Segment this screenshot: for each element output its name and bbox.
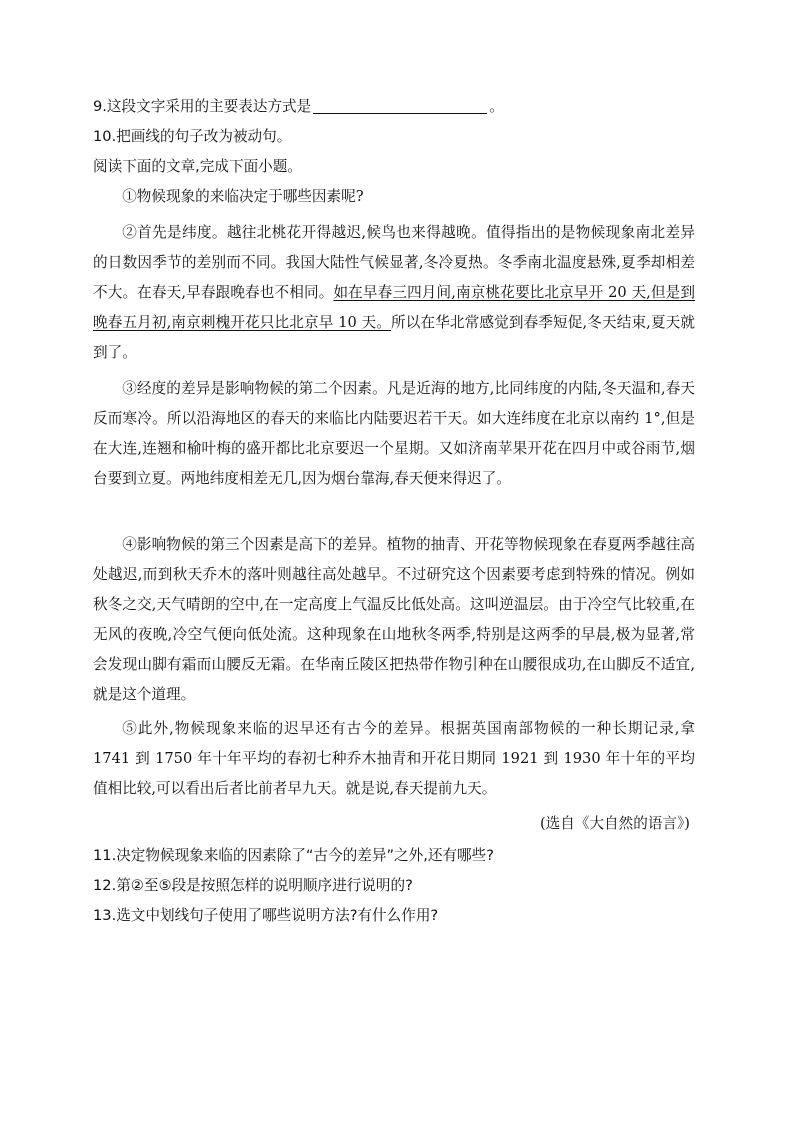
question-9	[93, 97, 504, 117]
reading-instruction: 阅读下面的文章,完成下面小题。	[93, 158, 302, 175]
article-paragraph-5: ⑤此外,物候现象来临的迟早还有古今的差异。根据英国南部物候的一种长期记录,拿 1741 到 1750 年十年平均的春初七种乔木抽青和开花日期同 1921 到 1930 年十年的平均值相比较,可以看出后者比前者早九天。就是说,春天提前九天。	[93, 720, 695, 797]
question-10: 10.把画线的句子改为被动句。	[93, 128, 292, 145]
question-9-end: 。	[489, 98, 504, 115]
question-11: 11.决定物候现象来临的因素除了“古今的差异”之外,还有哪些?	[93, 847, 494, 864]
article-source: (选自《大自然的语言》)	[539, 815, 690, 832]
underlined-sentence: 如在早春三四月间,南京桃花要比北京早开 20 天,但是到晚春五月初,南京刺槐开花只比北京早 10 天。	[93, 284, 695, 331]
article-paragraph-4: ④影响物候的第三个因素是高下的差异。植物的抽青、开花等物候现象在春夏两季越往高处越迟,而到秋天乔木的落叶则越往高处越早。不过研究这个因素要考虑到特殊的情况。例如秋冬之交,天气晴朗的空中,在一定高度上气温反比低处高。这叫逆温层。由于冷空气比较重,在无风的夜晚,冷空气便向低处流。这种现象在山地秋冬两季,特别是这两季的早晨,极为显著,常会发现山脚有霜而山腰反无霜。在华南丘陵区把热带作物引种在山腰很成功,在山脚反不适宜,就是这个道理。	[93, 536, 695, 703]
answer-blank[interactable]	[313, 99, 487, 114]
question-12: 12.第②至⑤段是按照怎样的说明顺序进行说明的?	[93, 877, 413, 894]
article-paragraph-2	[93, 218, 695, 368]
question-13: 13.选文中划线句子使用了哪些说明方法?有什么作用?	[93, 907, 439, 924]
article-paragraph-3: ③经度的差异是影响物候的第二个因素。凡是近海的地方,比同纬度的内陆,冬天温和,春天反而寒冷。所以沿海地区的春天的来临比内陆要迟若干天。如大连纬度在北京以南约 1°,但是在大连,连翘和榆叶梅的盛开都比北京要迟一个星期。又如济南苹果开花在四月中或谷雨节,烟台要到立夏。两地纬度相差无几,因为烟台靠海,春天便来得迟了。	[93, 380, 695, 487]
paragraph-2-text-b: 所以在华北常感觉到春季短促,冬天结束,夏天就到了。	[93, 314, 695, 361]
question-9-text: 9.这段文字采用的主要表达方式是	[93, 98, 312, 115]
article-paragraph-1: ①物候现象的来临决定于哪些因素呢?	[122, 188, 364, 205]
paragraph-2-text-a: ②首先是纬度。越往北桃花开得越迟,候鸟也来得越晚。值得指出的是物候现象南北差异的日数因季节的差别而不同。我国大陆性气候显著,冬冷夏热。冬季南北温度悬殊,夏季却相差不大。在春天,早春跟晚春也不相同。	[93, 224, 695, 301]
